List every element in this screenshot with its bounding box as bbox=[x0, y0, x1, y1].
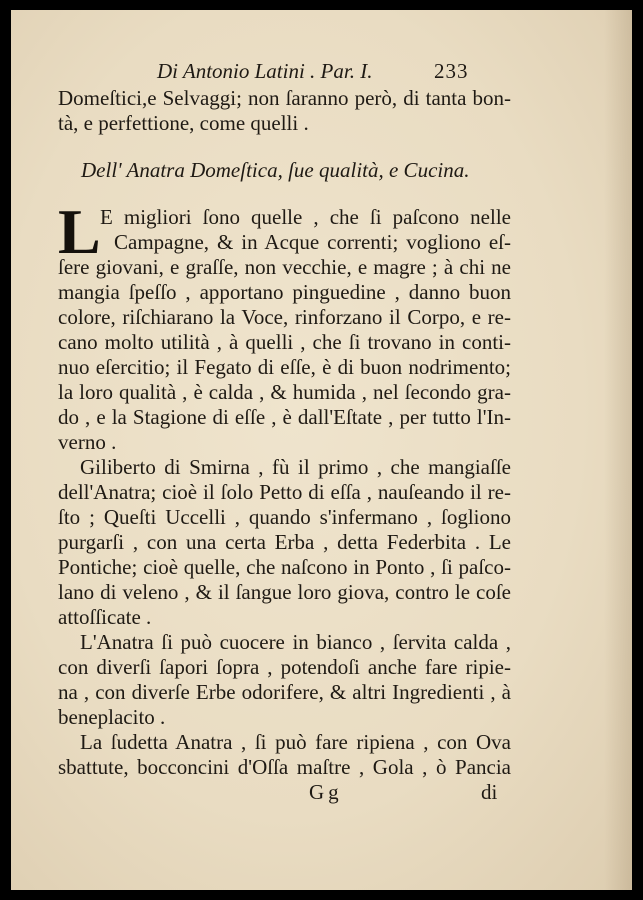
text-line: attoſſicate . bbox=[58, 605, 152, 629]
page-number: 233 bbox=[434, 59, 469, 83]
text-line: Campagne, & in Acque correnti; vogliono eſ- bbox=[114, 230, 511, 254]
text-line: purgarſi , con una certa Erba , detta Federbita . Le bbox=[58, 530, 511, 554]
text-line: L'Anatra ſi può cuocere in bianco , ſervita calda , bbox=[80, 630, 511, 654]
text-line: tà, e perfettione, come quelli . bbox=[58, 111, 309, 135]
text-line: mangia ſpeſſo , apportano pinguedine , danno buon bbox=[58, 280, 511, 304]
paragraph-3 bbox=[58, 630, 511, 730]
text-line: Pontiche; cioè quelle, che naſcono in Ponto , ſi paſco- bbox=[58, 555, 511, 579]
book-page bbox=[11, 10, 632, 890]
text-line: la loro qualità , è calda , & humida , nel ſecondo gra- bbox=[58, 380, 511, 404]
running-title: Di Antonio Latini . Par. I. bbox=[157, 59, 373, 83]
paragraph-4 bbox=[58, 730, 511, 780]
text-line: verno . bbox=[58, 430, 117, 454]
text-line: na , con diverſe Erbe odorifere, & altri Ingredienti , à bbox=[58, 680, 511, 704]
text-line: lano di veleno , & il ſangue loro giova, contro le coſe bbox=[58, 580, 511, 604]
text-line: dell'Anatra; cioè il ſolo Petto di eſſa , nauſeando il re- bbox=[58, 480, 511, 504]
text-line: cano molto utilità , à quelli , che ſi trovano in conti- bbox=[58, 330, 511, 354]
drop-cap: L bbox=[58, 196, 101, 267]
intro-text bbox=[58, 86, 511, 136]
text-line: do , e la Stagione di eſſe , è dall'Eſtate , per tutto l'In- bbox=[58, 405, 511, 429]
signature-mark: Gg bbox=[309, 780, 343, 804]
text-line: sbattute, bocconcini d'Oſſa maſtre , Gola , ò Pancia bbox=[58, 755, 511, 779]
text-line: nuo eſercitio; il Fegato di eſſe, è di buon nodrimento; bbox=[58, 355, 511, 379]
text-line: ſere giovani, e graſſe, non vecchie, e magre ; à chi ne bbox=[58, 255, 511, 279]
catchword: di bbox=[481, 780, 498, 804]
section-heading: Dell' Anatra Domeſtica, ſue qualità, e Cucina. bbox=[81, 158, 470, 182]
paragraph-1 bbox=[58, 196, 511, 455]
text-line: ſto ; Queſti Uccelli , quando s'infermano , ſogliono bbox=[58, 505, 511, 529]
text-line: con diverſi ſapori ſopra , potendoſi anche fare ripie- bbox=[58, 655, 511, 679]
text-line: colore, riſchiarano la Voce, rinforzano il Corpo, e re- bbox=[58, 305, 511, 329]
paragraph-2 bbox=[58, 455, 511, 630]
text-line: E migliori ſono quelle , che ſi paſcono nelle bbox=[100, 205, 511, 229]
text-line: beneplacito . bbox=[58, 705, 166, 729]
text-line: Giliberto di Smirna , fù il primo , che mangiaſſe bbox=[80, 455, 511, 479]
text-line: La ſudetta Anatra , ſi può fare ripiena , con Ova bbox=[80, 730, 511, 754]
text-line: Domeſtici,e Selvaggi; non ſaranno però, di tanta bon- bbox=[58, 86, 511, 110]
